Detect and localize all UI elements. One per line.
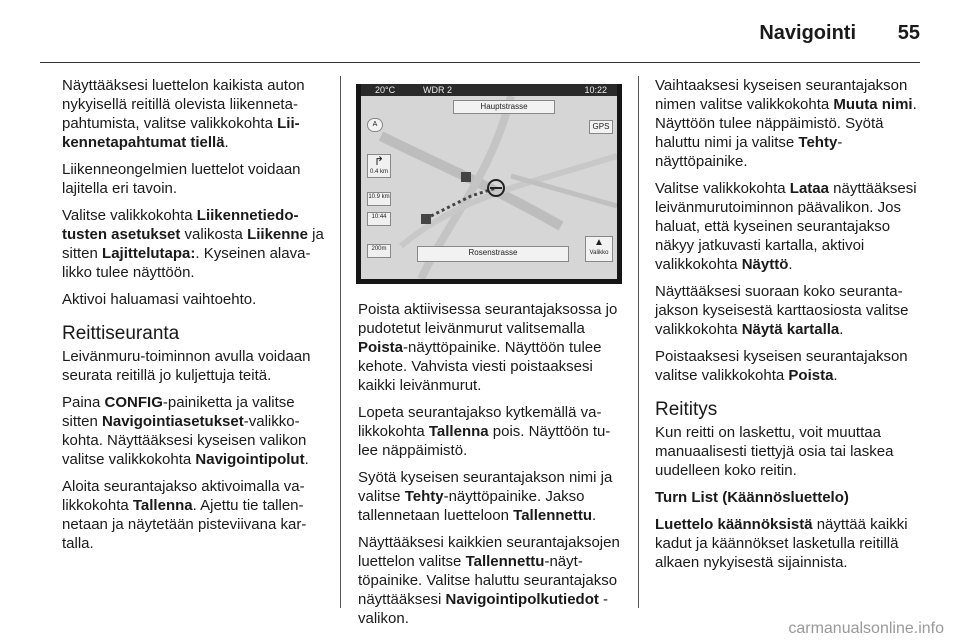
text: -näyttöpainike. xyxy=(655,134,843,170)
paragraph xyxy=(655,179,925,274)
text: Valitse valikkokohta xyxy=(655,180,790,197)
bold-text: Näytä kartalla xyxy=(741,321,840,338)
paragraph: Leivänmuru-toiminnon avulla voidaan seurata reitillä jo kuljettuja teitä. xyxy=(62,348,311,384)
bold-text: Tallenna xyxy=(132,497,193,514)
text: -näyttöpainike. Jakso tallennetaan luetteloon xyxy=(358,488,585,524)
temperature: 20°C xyxy=(375,85,396,95)
turn-arrow-icon: ↱ xyxy=(373,154,385,168)
section-heading: Reittiseuranta xyxy=(62,323,180,344)
menu-icon: ▲ xyxy=(594,237,604,248)
arrival-time: 10:44 xyxy=(367,212,391,226)
text: -valikon. xyxy=(358,591,609,627)
text: . Näyttöön tulee näppäimistö. Syötä haluttu nimi ja valitse xyxy=(655,96,917,151)
text: Poistaaksesi kyseisen seurantajakson valitse valikkokohta xyxy=(655,348,908,384)
paragraph xyxy=(655,282,925,339)
map-view xyxy=(361,96,617,279)
text: Poista aktiivisessa seurantajaksossa jo pudotetut leivänmurut valitsemalla xyxy=(358,301,618,337)
text: Syötä kyseisen seurantajakson nimi ja valitse xyxy=(358,469,613,505)
text: Paina xyxy=(62,394,105,411)
text: . xyxy=(839,321,844,338)
text: Näyttääksesi luettelon kaikista auton nykyisellä reitillä olevista liikennetapahtumista, valitse valikkokohta xyxy=(62,77,305,132)
bold-text: Tehty xyxy=(798,134,838,151)
paragraph xyxy=(655,76,925,171)
watermark: carmanualsonline.info xyxy=(788,620,944,637)
text: Näyttääksesi suoraan koko seurantajakson kyseisestä karttaosiosta valitse valikkokohta xyxy=(655,283,909,338)
text: . xyxy=(833,367,838,384)
paragraph xyxy=(62,477,326,553)
text: -näyttöpainike. Näyttöön tulee kehote. Vahvista viesti poistaaksesi kaikki leivänmurut. xyxy=(358,339,602,394)
column-3 xyxy=(655,76,925,580)
bold-text: Lajittelutapa: xyxy=(102,245,196,262)
column-1 xyxy=(62,76,326,561)
text: . xyxy=(304,451,309,468)
text: . xyxy=(224,134,229,151)
paragraph xyxy=(62,206,326,282)
paragraph xyxy=(655,515,925,572)
bold-text: Näyttö xyxy=(741,256,789,273)
text: Lopeta seurantajakso kytkemällä valikkokohta xyxy=(358,404,602,440)
text: -näyttöpainike. Valitse haluttu seurantajakso näyttääksesi xyxy=(358,553,618,608)
bold-text: Tallennettu xyxy=(465,553,545,570)
paragraph xyxy=(358,403,622,460)
text: -valikkokohta. Näyttääksesi kyseisen valikon valitse valikkokohta xyxy=(62,413,307,468)
navigation-screen-image xyxy=(356,84,622,284)
text: . xyxy=(788,256,793,273)
bold-text: Lataa xyxy=(789,180,829,197)
text: -painiketta ja valitse sitten xyxy=(62,394,295,430)
bold-text: Navigointipolkutiedot xyxy=(445,591,599,608)
text: . Ajettu tie tallennetaan ja näytetään pisteviivana kartalla. xyxy=(62,497,307,552)
paragraph xyxy=(358,300,622,395)
paragraph xyxy=(62,393,326,469)
menu-label: Valikko xyxy=(589,250,609,256)
text: näyttää kaikki kadut ja käännökset lasketulla reitillä alkaen nykyisestä sijainnista. xyxy=(655,516,908,571)
turn-distance: 0.4 km xyxy=(369,169,388,175)
text: Vaihtaaksesi kyseisen seurantajakson nimen valitse valikkokohta xyxy=(655,77,908,113)
gps-button[interactable]: GPS xyxy=(589,120,613,134)
paragraph: Aktivoi haluamasi vaihtoehto. xyxy=(62,291,257,308)
column-divider-1 xyxy=(340,76,341,608)
paragraph xyxy=(655,347,925,385)
status-bar xyxy=(361,84,617,96)
paragraph: Liikenneongelmien luettelot voidaan lajitella eri tavoin. xyxy=(62,161,301,197)
map-scale: 200m xyxy=(367,244,391,258)
radio-station: WDR 2 xyxy=(423,85,452,95)
column-2 xyxy=(358,300,622,636)
text: Valitse valikkokohta xyxy=(62,207,197,224)
page-header xyxy=(40,0,920,63)
subheading: Turn List (Käännösluettelo) xyxy=(655,489,849,506)
section-heading: Reititys xyxy=(655,399,718,420)
bold-text: Poista xyxy=(358,339,404,356)
paragraph xyxy=(62,76,326,152)
paragraph xyxy=(358,533,622,628)
text: . Kyseinen alavalikko tulee näyttöön. xyxy=(62,245,311,281)
bold-text: Muuta nimi xyxy=(833,96,913,113)
paragraph: Kun reitti on laskettu, voit muuttaa manuaalisesti tiettyjä osia tai laskea uudelleen koko reitin. xyxy=(655,424,894,479)
bold-text: Liikenne xyxy=(247,226,308,243)
bold-text: Navigointiasetukset xyxy=(102,413,244,430)
text: näyttääksesi leivänmurutoiminnon päävalikon. Jos haluat, että kyseinen seurantajakso näkyy jatkuvasti kartalla, aktivoi valikkokohta xyxy=(655,180,917,273)
bold-text: Tehty xyxy=(404,488,444,505)
text: . xyxy=(592,507,597,524)
clock: 10:22 xyxy=(584,85,607,95)
street-name-bottom: Rosenstrasse xyxy=(417,246,569,262)
bold-text: Liikennetiedotusten asetukset xyxy=(62,207,299,243)
paragraph xyxy=(358,468,622,525)
text: Aloita seurantajakso aktivoimalla valikkokohta xyxy=(62,478,305,514)
bold-text: Tallennettu xyxy=(513,507,593,524)
text: pois. Näyttöön tulee näppäimistö. xyxy=(358,423,611,459)
text: Näyttääksesi kaikkien seurantajaksojen luettelon valitse xyxy=(358,534,620,570)
bold-text: Navigointipolut xyxy=(195,451,305,468)
page-number: 55 xyxy=(897,22,920,44)
compass-icon[interactable]: A xyxy=(367,118,383,132)
page-title: Navigointi xyxy=(759,22,856,44)
bold-text: Luettelo käännöksistä xyxy=(655,516,813,533)
bold-text: Poista xyxy=(788,367,834,384)
bold-text: Tallenna xyxy=(428,423,489,440)
remaining-distance: 10.9 km xyxy=(367,192,391,206)
text: valikosta xyxy=(180,226,248,243)
street-name-top: Hauptstrasse xyxy=(453,100,555,114)
text: ja sitten xyxy=(62,226,324,262)
bold-text: Liikennetapahtumat tiellä xyxy=(62,115,300,151)
turn-distance-box xyxy=(367,154,391,178)
column-divider-2 xyxy=(638,76,639,608)
bold-text: CONFIG xyxy=(104,394,163,411)
menu-button[interactable] xyxy=(585,236,613,262)
